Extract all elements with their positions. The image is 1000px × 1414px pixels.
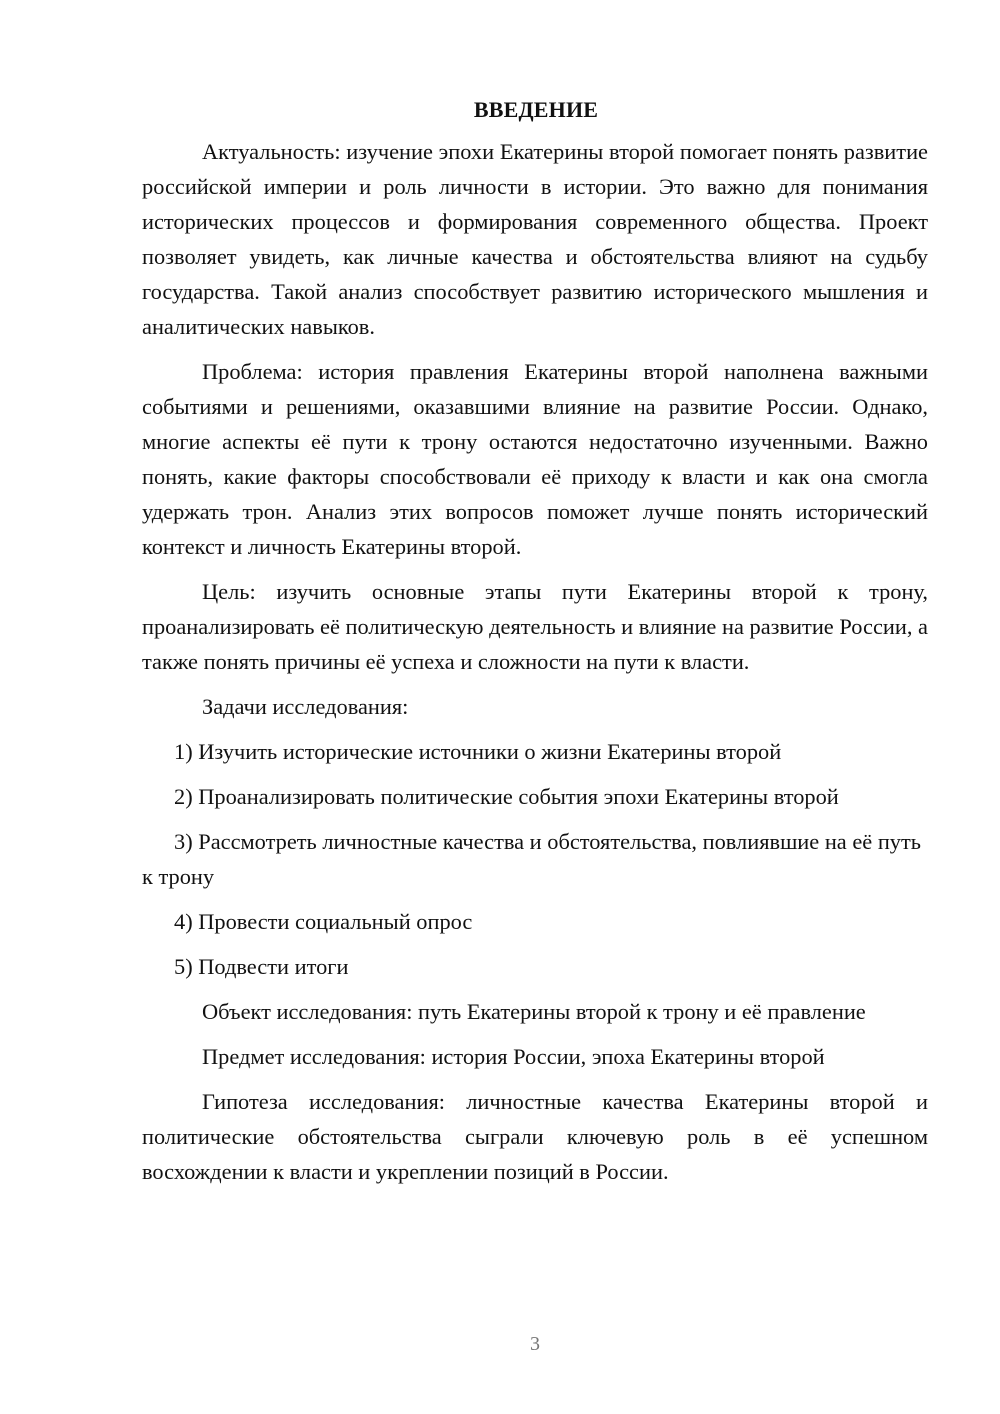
task-item-1: 1) Изучить исторические источники о жизни Екатерины второй bbox=[174, 739, 782, 764]
object-paragraph: Объект исследования: путь Екатерины второй к трону и её правление bbox=[202, 999, 866, 1024]
page-number: 3 bbox=[530, 1333, 540, 1355]
task-item-5: 5) Подвести итоги bbox=[174, 954, 349, 979]
task-item-2: 2) Проанализировать политические события эпохи Екатерины второй bbox=[174, 784, 839, 809]
page-title: ВВЕДЕНИЕ bbox=[473, 97, 599, 122]
task-item-3: 3) Рассмотреть личностные качества и обстоятельства, повлиявшие на её путь к трону bbox=[142, 829, 921, 889]
relevance-paragraph: Актуальность: изучение эпохи Екатерины второй помогает понять развитие российской империи и роль личности в истории. Это важно для понимания исторических процессов и формирования современного общества. Проект позволяет увидеть, как личные качества и обстоятельства влияют на судьбу государства. Такой анализ способствует развитию исторического мышления и аналитических навыков. bbox=[142, 139, 928, 339]
goal-paragraph: Цель: изучить основные этапы пути Екатерины второй к трону, проанализировать её политическую деятельность и влияние на развитие России, а также понять причины её успеха и сложности на пути к власти. bbox=[142, 579, 928, 674]
tasks-heading: Задачи исследования: bbox=[202, 694, 409, 719]
page-content bbox=[142, 92, 928, 1199]
tasks-list bbox=[142, 734, 928, 984]
problem-paragraph: Проблема: история правления Екатерины второй наполнена важными событиями и решениями, оказавшими влияние на развитие России. Однако, многие аспекты её пути к трону остаются недостаточно изученными. Важно понять, какие факторы способствовали её приходу к власти и как она смогла удержать трон. Анализ этих вопросов поможет лучше понять исторический контекст и личность Екатерины второй. bbox=[142, 359, 928, 559]
hypothesis-paragraph: Гипотеза исследования: личностные качества Екатерины второй и политические обстоятельства сыграли ключевую роль в её успешном восхождении к власти и укреплении позиций в России. bbox=[142, 1089, 928, 1184]
subject-paragraph: Предмет исследования: история России, эпоха Екатерины второй bbox=[202, 1044, 825, 1069]
task-item-4: 4) Провести социальный опрос bbox=[174, 909, 473, 934]
